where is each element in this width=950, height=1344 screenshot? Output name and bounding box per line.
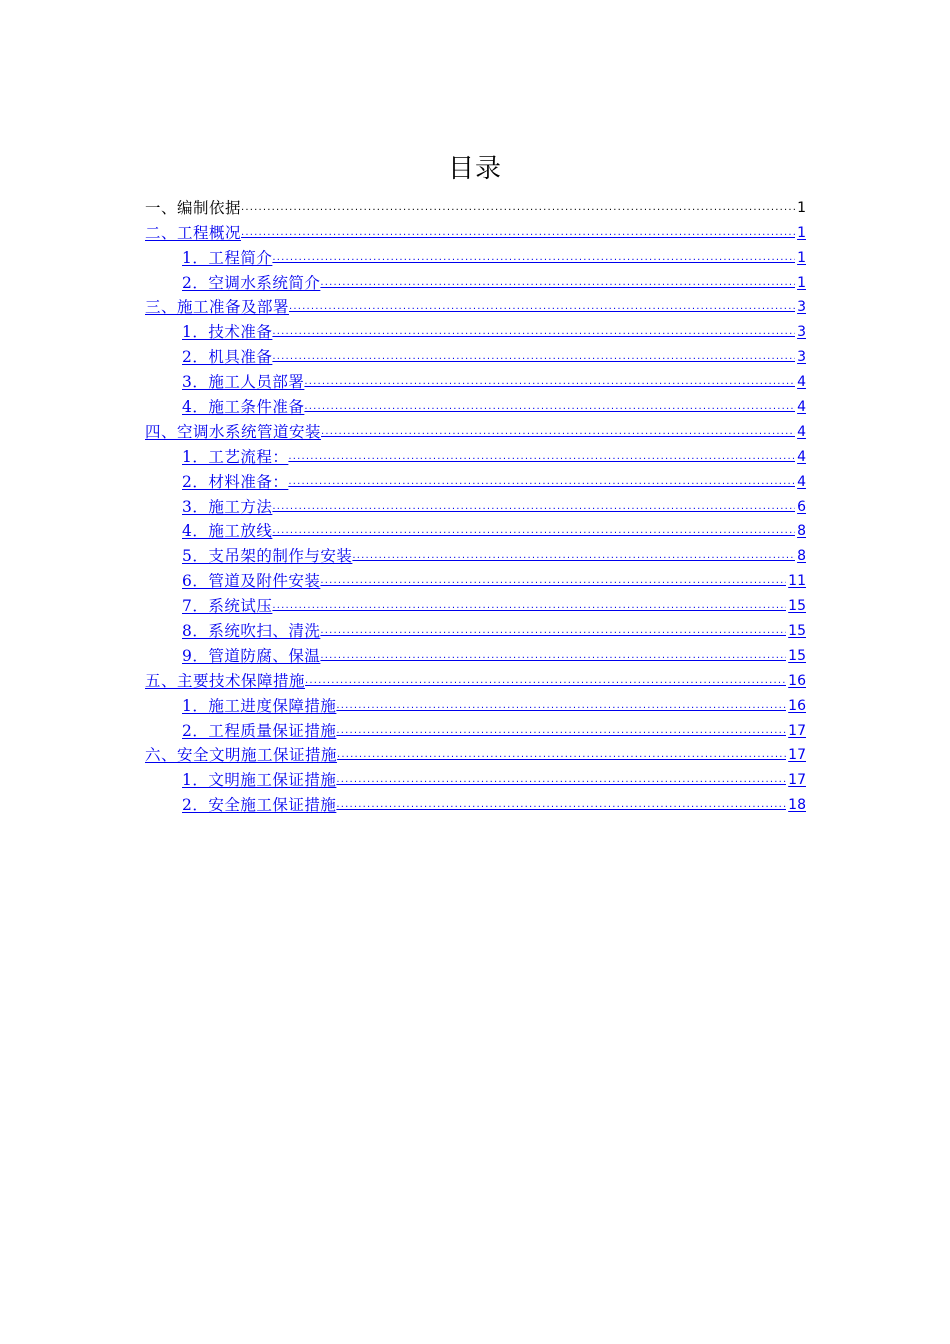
table-of-contents: [145, 193, 806, 815]
toc-page-number: 4: [797, 448, 806, 465]
toc-dot-leader: [336, 795, 786, 815]
toc-entry-label: 1．文明施工保证措施: [182, 771, 337, 790]
toc-entry-label: 2．工程质量保证措施: [182, 721, 337, 740]
toc-entry[interactable]: [145, 467, 806, 492]
toc-entry-label: 五、主要技术保障措施: [145, 671, 306, 690]
toc-entry-label: 四、空调水系统管道安装: [145, 422, 322, 441]
toc-entry-label: 7．系统试压: [182, 597, 273, 616]
toc-dot-leader: [336, 721, 786, 741]
toc-dot-leader: [272, 248, 795, 268]
toc-entry[interactable]: [145, 293, 806, 318]
toc-entry[interactable]: [145, 790, 806, 815]
toc-page-number: 16: [788, 697, 806, 714]
toc-dot-leader: [289, 297, 795, 317]
toc-dot-leader: [272, 497, 795, 517]
toc-page-number: 3: [797, 349, 806, 366]
toc-entry-label: 3．施工人员部署: [182, 373, 305, 392]
toc-page-number: 15: [788, 647, 806, 664]
toc-entry[interactable]: [145, 566, 806, 591]
toc-dot-leader: [336, 696, 786, 716]
toc-entry[interactable]: [145, 392, 806, 417]
toc-entry[interactable]: [145, 666, 806, 691]
toc-page-number: 17: [788, 747, 806, 764]
toc-dot-leader: [352, 546, 795, 566]
toc-dot-leader: [321, 422, 795, 442]
toc-entry-label: 2．机具准备: [182, 348, 273, 367]
toc-entry[interactable]: [145, 417, 806, 442]
toc-entry: [145, 193, 806, 218]
toc-entry[interactable]: [145, 716, 806, 741]
toc-dot-leader: [337, 745, 786, 765]
toc-entry-label: 8．系统吹扫、清洗: [182, 622, 321, 641]
toc-dot-leader: [305, 671, 786, 691]
toc-dot-leader: [241, 198, 795, 218]
toc-dot-leader: [288, 472, 795, 492]
toc-page-number: 8: [797, 548, 806, 565]
toc-page-number: 16: [788, 672, 806, 689]
toc-entry[interactable]: [145, 342, 806, 367]
toc-dot-leader: [320, 646, 786, 666]
toc-page-number: 15: [788, 623, 806, 640]
toc-dot-leader: [241, 223, 795, 243]
toc-entry-label: 1．施工进度保障措施: [182, 696, 337, 715]
toc-entry-label: 2．空调水系统简介: [182, 273, 321, 292]
toc-entry-label: 5．支吊架的制作与安装: [182, 547, 353, 566]
toc-entry-label: 六、安全文明施工保证措施: [145, 746, 338, 765]
toc-page-number: 3: [797, 299, 806, 316]
toc-entry-label: 4．施工条件准备: [182, 398, 305, 417]
toc-page-number: 15: [788, 598, 806, 615]
toc-dot-leader: [272, 596, 786, 616]
toc-entry-label: 1．工艺流程：: [182, 447, 289, 466]
toc-entry-label: 2．材料准备：: [182, 472, 289, 491]
toc-dot-leader: [272, 347, 795, 367]
toc-entry-label: 9．管道防腐、保温: [182, 646, 321, 665]
toc-dot-leader: [320, 621, 786, 641]
toc-dot-leader: [272, 322, 795, 342]
toc-entry-label: 4．施工放线: [182, 522, 273, 541]
toc-entry[interactable]: [145, 616, 806, 641]
toc-entry-label: 三、施工准备及部署: [145, 298, 290, 317]
toc-entry[interactable]: [145, 641, 806, 666]
toc-dot-leader: [272, 521, 795, 541]
toc-page-number: 3: [797, 324, 806, 341]
toc-entry-label: 1．工程简介: [182, 248, 273, 267]
toc-page-number: 4: [797, 473, 806, 490]
toc-entry-label: 3．施工方法: [182, 497, 273, 516]
toc-page-number: 17: [788, 722, 806, 739]
toc-page-number: 4: [797, 423, 806, 440]
toc-entry[interactable]: [145, 268, 806, 293]
toc-entry-label: 6．管道及附件安装: [182, 572, 321, 591]
toc-entry-label: 一、编制依据: [145, 198, 242, 217]
toc-entry[interactable]: [145, 442, 806, 467]
toc-page-number: 6: [797, 498, 806, 515]
toc-dot-leader: [288, 447, 795, 467]
toc-entry[interactable]: [145, 541, 806, 566]
toc-page-number: 1: [797, 274, 806, 291]
toc-page-number: 1: [797, 199, 806, 216]
toc-page-number: 1: [797, 249, 806, 266]
toc-entry[interactable]: [145, 691, 806, 716]
toc-entry[interactable]: [145, 243, 806, 268]
toc-entry[interactable]: [145, 367, 806, 392]
toc-entry[interactable]: [145, 517, 806, 542]
toc-page-number: 17: [788, 772, 806, 789]
toc-entry[interactable]: [145, 765, 806, 790]
toc-page-number: 18: [788, 797, 806, 814]
toc-entry-label: 2．安全施工保证措施: [182, 796, 337, 815]
toc-dot-leader: [304, 397, 795, 417]
toc-dot-leader: [320, 273, 795, 293]
toc-entry-label: 1．技术准备: [182, 323, 273, 342]
toc-dot-leader: [304, 372, 795, 392]
toc-page-number: 4: [797, 399, 806, 416]
toc-entry[interactable]: [145, 492, 806, 517]
toc-entry[interactable]: [145, 741, 806, 766]
toc-dot-leader: [336, 770, 786, 790]
toc-entry[interactable]: [145, 218, 806, 243]
toc-page-number: 4: [797, 374, 806, 391]
toc-entry[interactable]: [145, 317, 806, 342]
toc-page-number: 1: [797, 224, 806, 241]
toc-title: 目录: [447, 154, 502, 184]
toc-entry-label: 二、工程概况: [145, 223, 242, 242]
toc-page-number: 8: [797, 523, 806, 540]
toc-entry[interactable]: [145, 591, 806, 616]
toc-page-number: 11: [788, 573, 806, 590]
toc-dot-leader: [320, 571, 786, 591]
